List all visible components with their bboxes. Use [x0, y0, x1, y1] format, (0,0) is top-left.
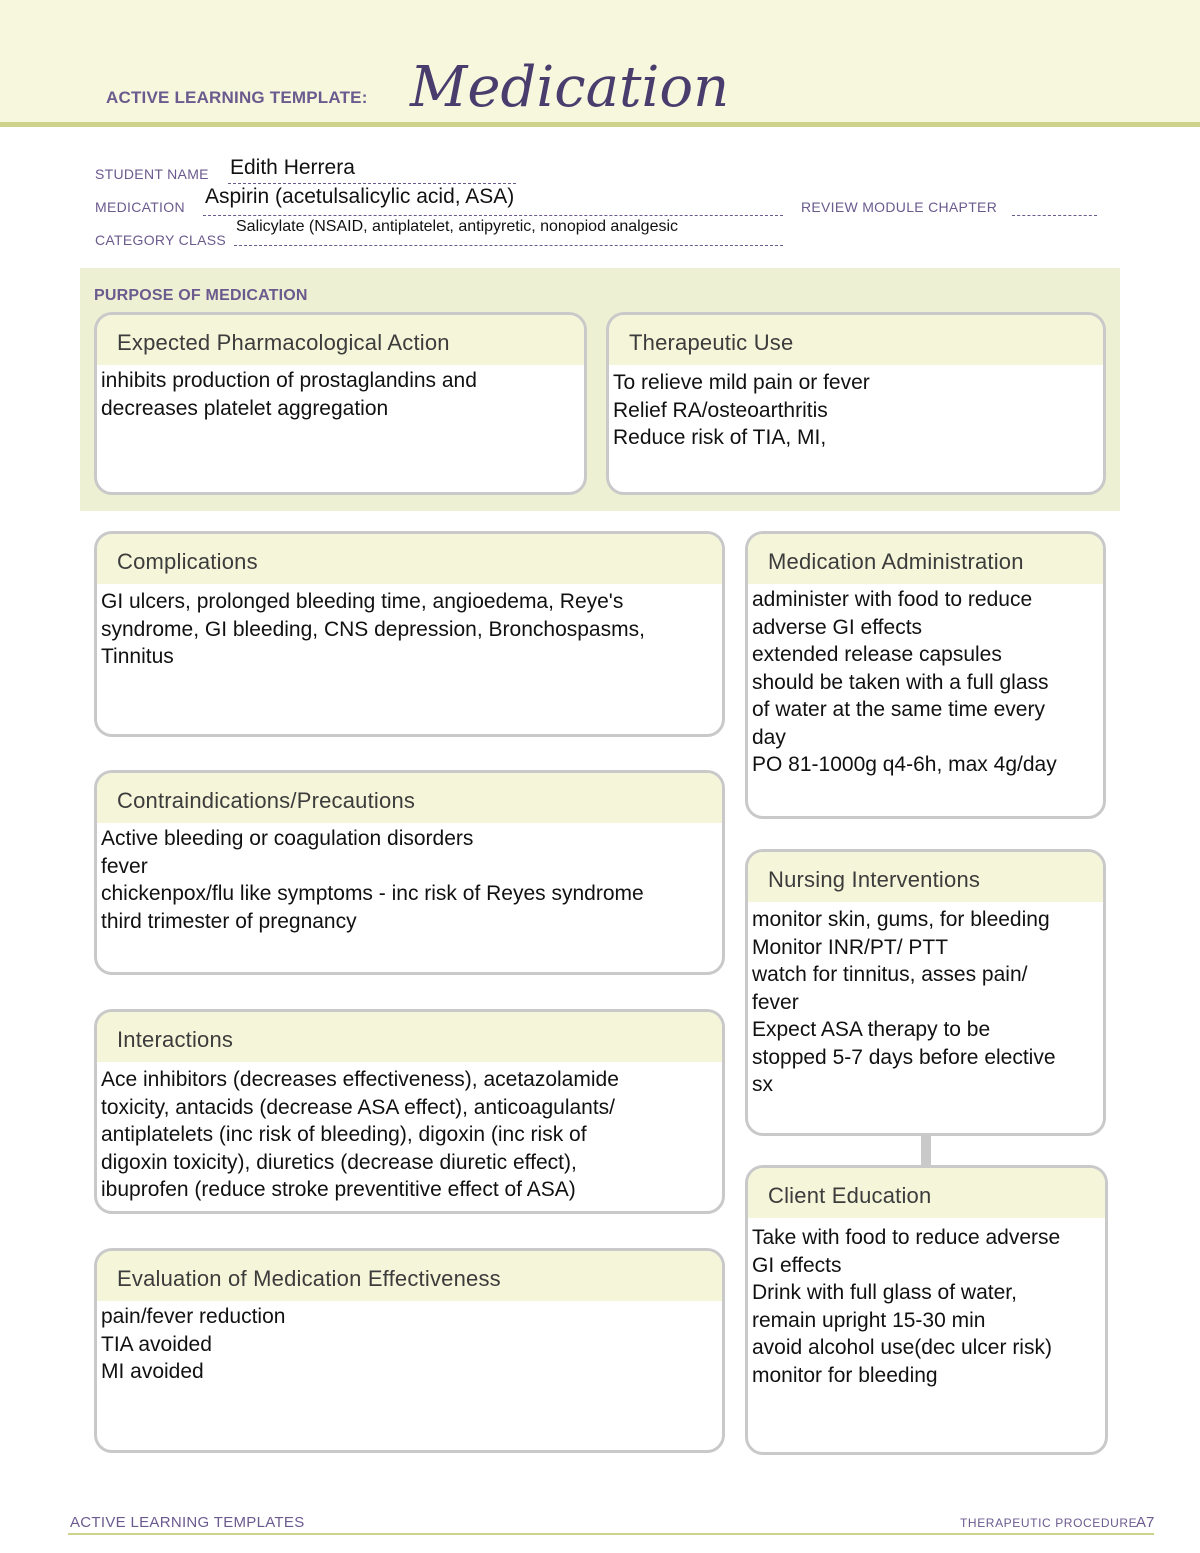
contraindications-title: Contraindications/Precautions [97, 773, 722, 823]
body-line: remain upright 15-30 min [752, 1308, 986, 1332]
therapeutic-use-title: Therapeutic Use [609, 315, 1103, 365]
template-title: Medication [410, 55, 730, 120]
body-line: avoid alcohol use(dec ulcer risk) [752, 1336, 1052, 1359]
body-line: Tinnitus [101, 645, 174, 668]
body-line: Monitor INR/PT/ PTT [752, 935, 949, 959]
student-name-label: STUDENT NAME [95, 166, 209, 182]
category-class-label: CATEGORY CLASS [95, 232, 227, 248]
expected-action-title: Expected Pharmacological Action [97, 315, 584, 365]
body-line: To relieve mild pain or fever [613, 371, 870, 394]
medication-underline [203, 215, 783, 216]
nursing-interventions-title: Nursing Interventions [748, 852, 1103, 902]
administration-body[interactable] [748, 584, 1103, 779]
administration-card [745, 531, 1106, 819]
administration-title: Medication Administration [748, 534, 1103, 584]
client-education-title: Client Education [748, 1168, 1105, 1218]
nursing-interventions-body[interactable] [748, 902, 1103, 1099]
complications-title: Complications [97, 534, 722, 584]
card-connector [921, 1134, 931, 1166]
body-line: adverse GI effects [752, 615, 923, 639]
body-line: decreases platelet aggregation [101, 396, 389, 420]
body-line: chickenpox/flu like symptoms - inc risk of Reyes syndrome [101, 882, 644, 905]
body-line: fever [101, 854, 148, 878]
body-line: day [752, 725, 786, 749]
body-line: stopped 5-7 days before elective [752, 1045, 1056, 1069]
body-line: Take with food to reduce adverse [752, 1226, 1061, 1249]
expected-action-body[interactable] [97, 365, 584, 422]
body-line: PO 81-1000g q4-6h, max 4g/day [752, 753, 1057, 776]
therapeutic-use-body[interactable] [609, 365, 1103, 452]
medication-label: MEDICATION [95, 199, 185, 215]
template-label: ACTIVE LEARNING TEMPLATE: [106, 88, 368, 107]
therapeutic-use-card [606, 312, 1106, 495]
footer-right: THERAPEUTIC PROCEDURE [960, 1516, 1138, 1530]
client-education-body[interactable] [748, 1218, 1105, 1389]
body-line: watch for tinnitus, asses pain/ [752, 963, 1028, 986]
body-line: fever [752, 990, 799, 1014]
category-class-underline [234, 245, 783, 246]
body-line: of water at the same time every [752, 698, 1045, 721]
body-line: GI effects [752, 1253, 842, 1277]
body-line: Reduce risk of TIA, MI, [613, 426, 827, 449]
body-line: MI avoided [101, 1360, 204, 1383]
body-line: monitor skin, gums, for bleeding [752, 908, 1050, 931]
body-line: inhibits production of prostaglandins and [101, 369, 477, 392]
body-line: administer with food to reduce [752, 588, 1033, 611]
student-name-field[interactable]: Edith Herrera [230, 156, 355, 179]
body-line: Expect ASA therapy to be [752, 1018, 991, 1041]
interactions-title: Interactions [97, 1012, 722, 1062]
body-line: ibuprofen (reduce stroke preventitive effect of ASA) [101, 1178, 576, 1201]
footer-left: ACTIVE LEARNING TEMPLATES [70, 1514, 305, 1531]
client-education-card [745, 1165, 1108, 1455]
body-line: TIA avoided [101, 1332, 212, 1356]
contraindications-body[interactable] [97, 823, 722, 935]
purpose-label: PURPOSE OF MEDICATION [94, 287, 308, 304]
body-line: should be taken with a full glass [752, 670, 1049, 694]
body-line: Active bleeding or coagulation disorders [101, 827, 474, 850]
body-line: Ace inhibitors (decreases effectiveness), acetazolamide [101, 1068, 619, 1091]
student-name-underline [228, 183, 516, 184]
category-class-field[interactable]: Salicylate (NSAID, antiplatelet, antipyretic, nonopiod analgesic [236, 218, 679, 235]
footer-divider [68, 1533, 1154, 1535]
interactions-body[interactable] [97, 1062, 722, 1204]
expected-action-card [94, 312, 587, 495]
evaluation-card [94, 1248, 725, 1453]
header-divider [0, 122, 1200, 127]
evaluation-body[interactable] [97, 1301, 722, 1386]
body-line: digoxin toxicity), diuretics (decrease diuretic effect), [101, 1150, 577, 1174]
body-line: antiplatelets (inc risk of bleeding), digoxin (inc risk of [101, 1123, 587, 1146]
body-line: sx [752, 1073, 773, 1096]
body-line: pain/fever reduction [101, 1305, 286, 1328]
body-line: Relief RA/osteoarthritis [613, 398, 828, 422]
body-line: GI ulcers, prolonged bleeding time, angioedema, Reye's [101, 590, 624, 613]
evaluation-title: Evaluation of Medication Effectiveness [97, 1251, 722, 1301]
body-line: extended release capsules [752, 643, 1002, 666]
body-line: third trimester of pregnancy [101, 909, 357, 933]
review-module-label: REVIEW MODULE CHAPTER [801, 199, 998, 215]
complications-body[interactable] [97, 584, 722, 671]
body-line: monitor for bleeding [752, 1363, 938, 1387]
body-line: Drink with full glass of water, [752, 1281, 1017, 1304]
complications-card [94, 531, 725, 737]
page-number: A7 [1136, 1514, 1155, 1531]
body-line: syndrome, GI bleeding, CNS depression, Bronchospasms, [101, 617, 645, 641]
medication-field[interactable]: Aspirin (acetulsalicylic acid, ASA) [205, 185, 515, 208]
contraindications-card [94, 770, 725, 975]
nursing-interventions-card [745, 849, 1106, 1136]
interactions-card [94, 1009, 725, 1214]
body-line: toxicity, antacids (decrease ASA effect), anticoagulants/ [101, 1095, 616, 1119]
review-module-field[interactable] [1012, 215, 1097, 216]
